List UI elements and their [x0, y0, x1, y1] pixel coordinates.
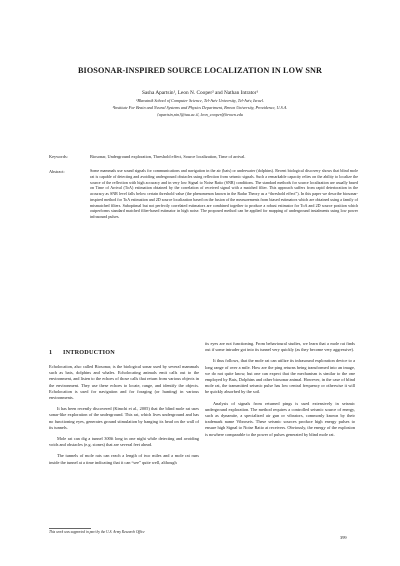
page-number: 399 [340, 535, 347, 540]
section-number: 1 [49, 349, 53, 356]
paragraph: Mole rat can dig a tunnel 300ft long in one night while detecting and avoiding voids and obstacles (e.g. stones) that are several feet ahead. [49, 436, 199, 448]
paragraph: It has been recently discovered (Kimchi et al., 2005) that the blind mole rat uses sonar-like exploration of the underground. This rat, which lives underground and has no functioning eyes, generates ground stimulation by banging its head on the wall of its tunnels. [49, 406, 199, 430]
paragraph: Echolocation, also called Biosonar, is the biological sonar used by several mammals such as bats, dolphins and whales. Echolocating animals emit calls out to the environment, and listen to the echoes of those calls that return from various objects in the environment. They use these echoes to locate, range, and identify the objects. Echolocation is used for navigation and for foraging (or hunting) in various environments. [49, 364, 199, 401]
paragraph: The tunnels of mole rats can reach a length of two miles and a mole rat runs inside the tunnel at a time indicating that it can “see” quite well, although [49, 453, 199, 465]
footnote: This work was supported in part by the U.S. Army Research Office [49, 530, 145, 534]
author-emails: {apartsin,nin}@tau.ac.il, leon_cooper@brown.edu [157, 112, 243, 117]
keywords-label: Keywords: [49, 154, 68, 159]
left-column [49, 364, 199, 466]
keywords-text: Biosonar, Underground exploration, Threshold effect, Source localization, Time of arrival. [90, 154, 246, 159]
footnote-divider [49, 528, 91, 529]
right-column [205, 341, 355, 438]
author-list: Sasha Apartsin¹, Leon N. Cooper² and Nathan Intrator¹ [141, 90, 259, 96]
affiliation-1: ¹Blavatnik School of Computer Science, Tel-Aviv University, Tel-Aviv, Israel. [136, 98, 264, 103]
abstract-label: Abstract: [49, 169, 65, 174]
paragraph: Analysis of signals from returned pings is used extensively in seismic underground exploration. The method requires a controlled seismic source of energy, such as dynamite, a specialized air gun or vibrators, commonly known by their trademark name Vibroseis. These seismic sources produce high energy pulses to ensure high Signal to Noise Ratio at receivers. Obviously, the energy of the explosion is nowhere comparable to the power of pulses generated by blind mole rat. [205, 400, 355, 437]
paragraph: It thus follows, that the mole rat can utilize its infrasound exploration device to a long range of over a mile. How are the ping returns being transformed into an image, we do not quite know, but one can expect that the mechanism is similar to the one employed by Bats, Dolphins and other biosonar animal. However, in the case of blind mole rat, the transmitted seismic pulse has low central frequency or otherwise it will be quickly absorbed by the soil. [205, 358, 355, 395]
paragraph: its eyes are not functioning. From behavioural studies, we learn that a mole rat finds out if some intruder got into its tunnel very quickly (as they become very aggressive). [205, 341, 355, 353]
section-heading [49, 349, 115, 356]
abstract-text: Some mammals use sound signals for communications and navigation in the air (bats) or underwater (dolphins). Recent biological discovery shows that blind mole rat is capable of detecting and avoiding underground obstacles using reflection from seismic signals. Such a remarkable capacity relies on the ability to localize the source of the reflection with high accuracy and in very low Signal to Noise Ratio (SNR) conditions. The standard methods for source localization are usually based on Time of Arrival (ToA) estimation obtained by the correlation of received signal with a matched filter. This approach suffers from rapid deterioration in the accuracy as SNR level falls below certain threshold value (the phenomenon known in the Radar Theory as a “threshold effect”). In this paper we describe biosonar-inspired method for ToA estimation and 2D source localization based on the fusion of the measurements from biased estimators which are obtained using a family of mismatched filters. Suboptimal but not perfectly correlated estimators are combined together to produce a robust estimator for ToA and 2D source position which outperforms standard matched filter-based estimator in high noise. The proposed method can be applied for mapping of underground instalments using low power infrasound pulses. [90, 168, 358, 219]
affiliation-2: ²Institute For Brain and Neural Systems and Physics Department, Brown University, Providence, U.S.A. [112, 105, 288, 110]
section-title: INTRODUCTION [63, 349, 115, 356]
paper-title: BIOSONAR-INSPIRED SOURCE LOCALIZATION IN LOW SNR [77, 66, 323, 75]
